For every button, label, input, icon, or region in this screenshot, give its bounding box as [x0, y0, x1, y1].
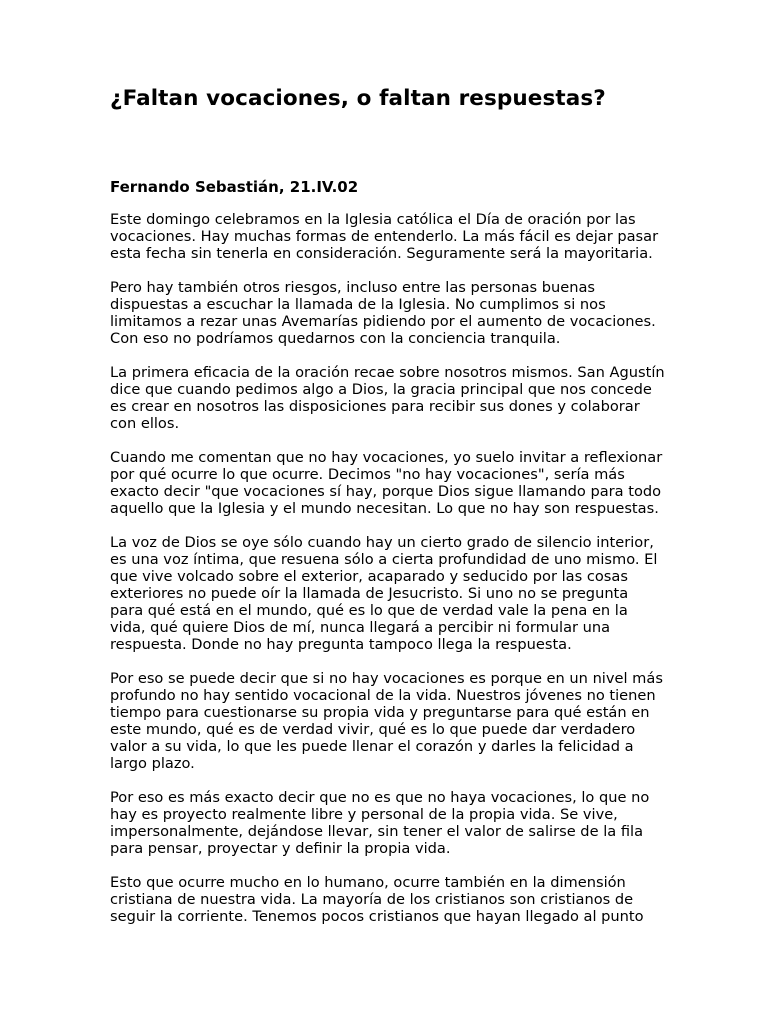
text-line: aquello que la Iglesia y el mundo necesitan. Lo que no hay son respuestas.: [110, 500, 659, 517]
paragraph: [110, 534, 710, 653]
text-line: exacto decir "que vocaciones sí hay, porque Dios sigue llamando para todo: [110, 483, 662, 500]
paragraph: [110, 279, 710, 347]
text-line: Pero hay también otros riesgos, incluso entre las personas buenas: [110, 279, 596, 296]
text-line: tiempo para cuestionarse su propia vida y preguntarse para qué están en: [110, 704, 650, 721]
text-line: es crear en nosotros las disposiciones para recibir sus dones y colaborar: [110, 398, 640, 415]
text-line: con ellos.: [110, 415, 180, 432]
text-line: Por eso es más exacto decir que no es que no haya vocaciones, lo que no: [110, 789, 650, 806]
text-line: Cuando me comentan que no hay vocaciones, yo suelo invitar a reflexionar: [110, 449, 663, 466]
text-line: vida, qué quiere Dios de mí, nunca llegará a percibir ni formular una: [110, 619, 611, 636]
text-line: para pensar, proyectar y definir la propia vida.: [110, 840, 451, 857]
text-line: dice que cuando pedimos algo a Dios, la gracia principal que nos concede: [110, 381, 652, 398]
text-line: es una voz íntima, que resuena sólo a cierta profundidad de uno mismo. El: [110, 551, 658, 568]
text-line: La voz de Dios se oye sólo cuando hay un cierto grado de silencio interior,: [110, 534, 654, 551]
paragraph: [110, 364, 710, 432]
text-line: dispuestas a escuchar la llamada de la Iglesia. No cumplimos si nos: [110, 296, 606, 313]
paragraph: [110, 874, 710, 925]
text-line: La primera eficacia de la oración recae sobre nosotros mismos. San Agustín: [110, 364, 665, 381]
text-line: por qué ocurre lo que ocurre. Decimos "no hay vocaciones", sería más: [110, 466, 625, 483]
text-line: este mundo, qué es de verdad vivir, qué es lo que puede dar verdadero: [110, 721, 636, 738]
text-line: Con eso no podríamos quedarnos con la conciencia tranquila.: [110, 330, 561, 347]
paragraph: [110, 670, 710, 772]
paragraph: [110, 449, 710, 517]
author-line: Fernando Sebastián, 21.IV.02: [110, 178, 359, 196]
paragraph: [110, 211, 710, 262]
text-line: que vive volcado sobre el exterior, acaparado y seducido por las cosas: [110, 568, 628, 585]
text-line: Este domingo celebramos en la Iglesia católica el Día de oración por las: [110, 211, 636, 228]
text-line: Esto que ocurre mucho en lo humano, ocurre también en la dimensión: [110, 874, 626, 891]
article-body: [110, 211, 710, 942]
text-line: exteriores no puede oír la llamada de Jesucristo. Si uno no se pregunta: [110, 585, 629, 602]
text-line: vocaciones. Hay muchas formas de entenderlo. La más fácil es dejar pasar: [110, 228, 659, 245]
paragraph: [110, 789, 710, 857]
text-line: seguir la corriente. Tenemos pocos cristianos que hayan llegado al punto: [110, 908, 644, 925]
text-line: profundo no hay sentido vocacional de la vida. Nuestros jóvenes no tienen: [110, 687, 656, 704]
text-line: impersonalmente, dejándose llevar, sin tener el valor de salirse de la fila: [110, 823, 644, 840]
text-line: para qué está en el mundo, qué es lo que de verdad vale la pena en la: [110, 602, 628, 619]
text-line: valor a su vida, lo que les puede llenar el corazón y darles la felicidad a: [110, 738, 634, 755]
text-line: largo plazo.: [110, 755, 195, 772]
text-line: cristiana de nuestra vida. La mayoría de los cristianos son cristianos de: [110, 891, 634, 908]
text-line: esta fecha sin tenerla en consideración. Seguramente será la mayoritaria.: [110, 245, 653, 262]
text-line: respuesta. Donde no hay pregunta tampoco llega la respuesta.: [110, 636, 572, 653]
document-title: ¿Faltan vocaciones, o faltan respuestas?: [110, 86, 606, 111]
text-line: hay es proyecto realmente libre y personal de la propia vida. Se vive,: [110, 806, 618, 823]
text-line: Por eso se puede decir que si no hay vocaciones es porque en un nivel más: [110, 670, 663, 687]
text-line: limitamos a rezar unas Avemarías pidiendo por el aumento de vocaciones.: [110, 313, 656, 330]
